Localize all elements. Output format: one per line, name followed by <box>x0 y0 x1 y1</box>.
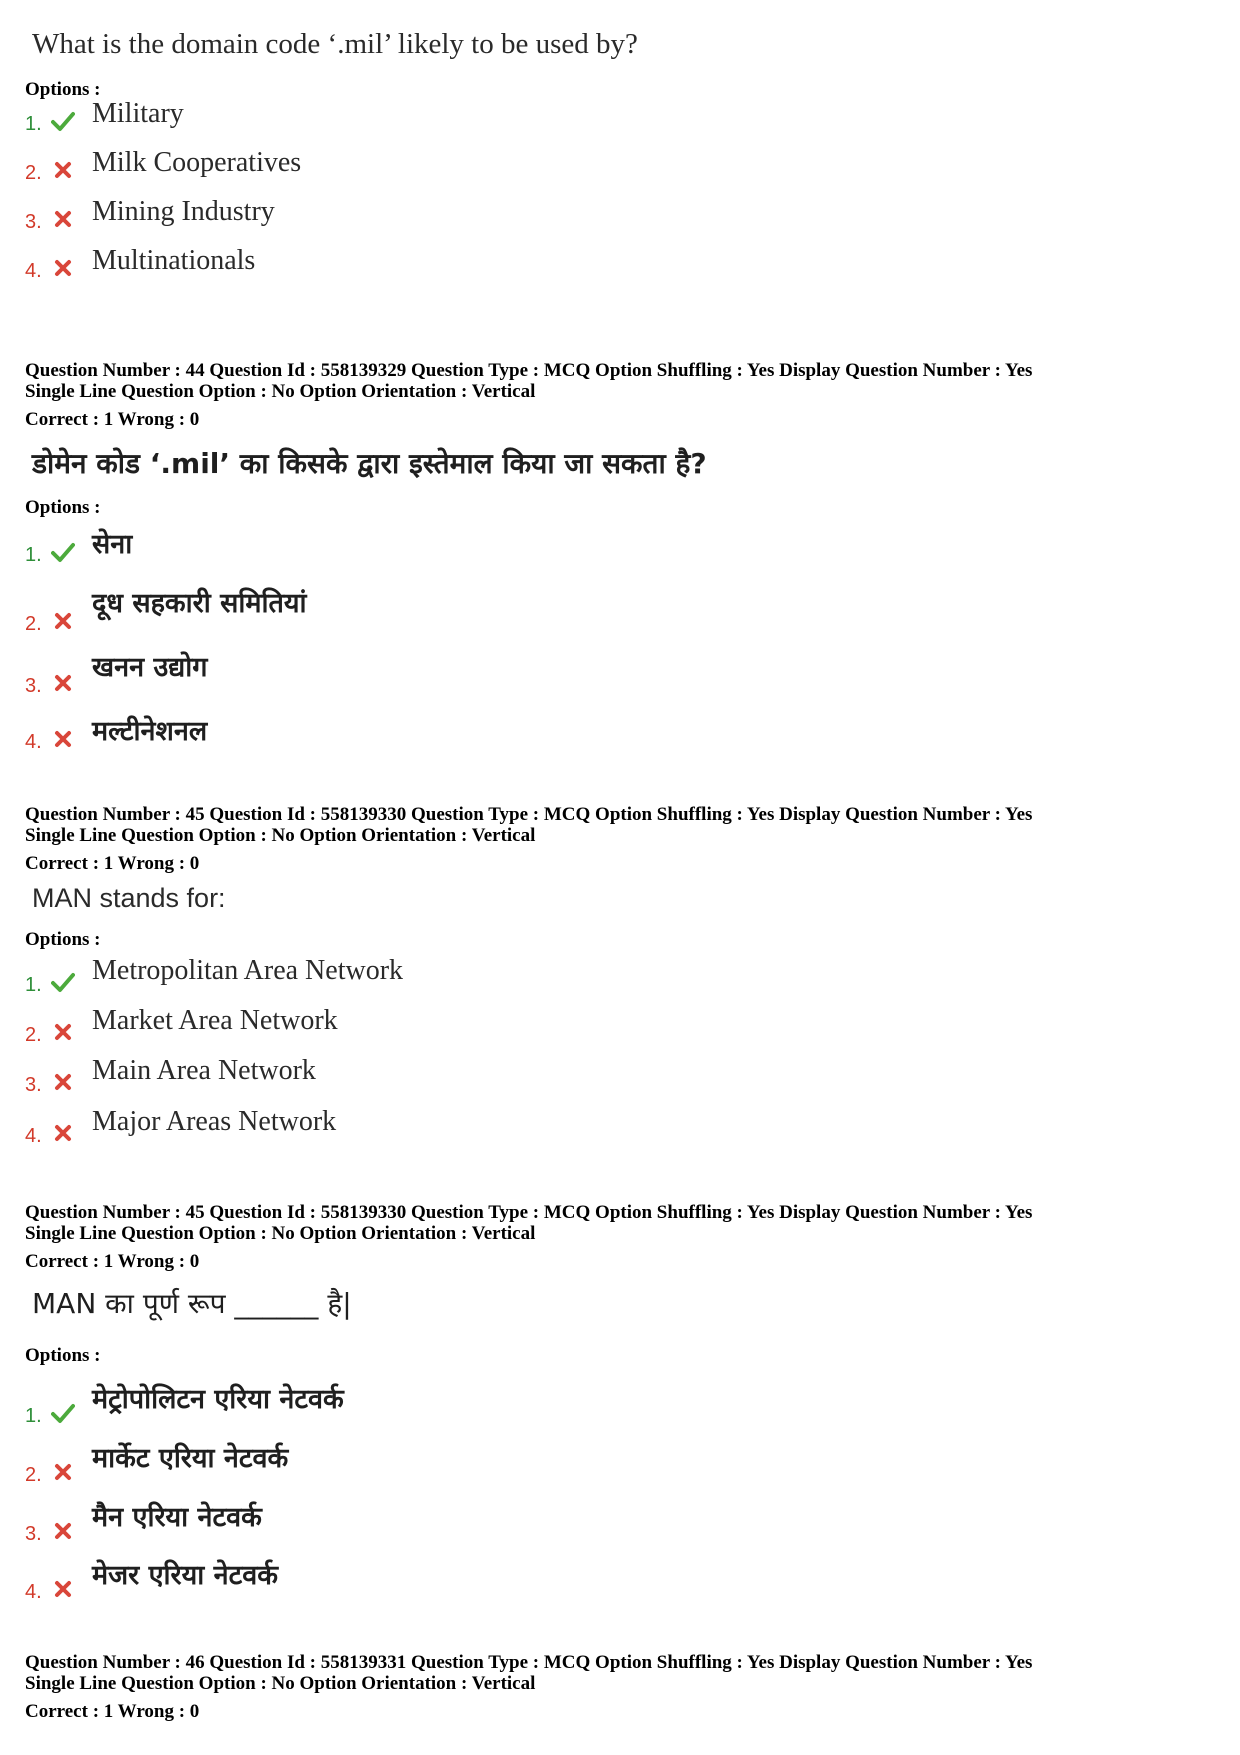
option-number: 1. <box>25 1405 42 1427</box>
question-meta-line: Single Line Question Option : No Option Orientation : Vertical <box>25 1673 536 1694</box>
option-row <box>25 1055 925 1099</box>
option-text: मल्टीनेशनल <box>92 716 208 747</box>
option-number: 3. <box>25 1074 42 1096</box>
option-number: 4. <box>25 260 42 282</box>
correct-check-icon <box>51 541 75 563</box>
option-number: 3. <box>25 1523 42 1545</box>
option-text: Metropolitan Area Network <box>92 955 404 986</box>
option-number: 4. <box>25 731 42 753</box>
question-text: MAN stands for: <box>32 883 226 913</box>
options-label: Options : <box>25 79 101 100</box>
option-text: खनन उद्योग <box>92 652 208 683</box>
option-row <box>25 143 925 187</box>
score-line: Correct : 1 Wrong : 0 <box>25 409 200 430</box>
score-line: Correct : 1 Wrong : 0 <box>25 853 200 874</box>
option-row <box>25 955 925 999</box>
wrong-cross-icon <box>51 257 75 279</box>
question-text: MAN का पूर्ण रूप ______ है| <box>32 1287 352 1320</box>
option-text: Main Area Network <box>92 1055 316 1086</box>
wrong-cross-icon <box>51 1461 75 1483</box>
option-row <box>25 1562 925 1606</box>
option-row <box>25 1005 925 1049</box>
option-text: मेजर एरिया नेटवर्क <box>92 1560 278 1591</box>
options-label: Options : <box>25 1345 101 1366</box>
option-row <box>25 1504 925 1548</box>
wrong-cross-icon <box>51 208 75 230</box>
options-label: Options : <box>25 497 101 518</box>
wrong-cross-icon <box>51 159 75 181</box>
option-row <box>25 588 925 638</box>
option-number: 2. <box>25 162 42 184</box>
option-text: मार्केट एरिया नेटवर्क <box>92 1443 289 1474</box>
option-text: Major Areas Network <box>92 1106 337 1137</box>
option-text: सेना <box>92 529 133 560</box>
wrong-cross-icon <box>51 1071 75 1093</box>
question-meta-line: Question Number : 45 Question Id : 558139330 Question Type : MCQ Option Shuffling : Yes Display Question Number : Yes <box>25 804 1033 825</box>
option-text: मेट्रोपोलिटन एरिया नेटवर्क <box>92 1384 344 1415</box>
option-number: 1. <box>25 974 42 996</box>
option-row <box>25 241 925 285</box>
option-row <box>25 1386 925 1430</box>
correct-check-icon <box>51 971 75 993</box>
question-meta-line: Single Line Question Option : No Option Orientation : Vertical <box>25 825 536 846</box>
question-meta-line: Question Number : 44 Question Id : 558139329 Question Type : MCQ Option Shuffling : Yes Display Question Number : Yes <box>25 360 1033 381</box>
option-text: Milk Cooperatives <box>92 147 302 178</box>
option-row <box>25 1445 925 1489</box>
option-text: दूध सहकारी समितियां <box>92 588 307 619</box>
option-number: 3. <box>25 675 42 697</box>
option-row <box>25 712 925 756</box>
wrong-cross-icon <box>51 1520 75 1542</box>
question-meta-line: Single Line Question Option : No Option Orientation : Vertical <box>25 1223 536 1244</box>
wrong-cross-icon <box>51 728 75 750</box>
question-meta-line: Single Line Question Option : No Option Orientation : Vertical <box>25 381 536 402</box>
option-number: 2. <box>25 1464 42 1486</box>
option-number: 1. <box>25 544 42 566</box>
option-number: 3. <box>25 211 42 233</box>
option-row <box>25 94 925 138</box>
question-meta-line: Question Number : 45 Question Id : 558139330 Question Type : MCQ Option Shuffling : Yes Display Question Number : Yes <box>25 1202 1033 1223</box>
option-row <box>25 192 925 236</box>
question-meta-line: Question Number : 46 Question Id : 558139331 Question Type : MCQ Option Shuffling : Yes Display Question Number : Yes <box>25 1652 1033 1673</box>
score-line: Correct : 1 Wrong : 0 <box>25 1251 200 1272</box>
correct-check-icon <box>51 1402 75 1424</box>
option-text: Military <box>92 98 184 129</box>
score-line: Correct : 1 Wrong : 0 <box>25 1701 200 1722</box>
option-text: मैन एरिया नेटवर्क <box>92 1502 262 1533</box>
options-label: Options : <box>25 929 101 950</box>
question-text: डोमेन कोड ‘.mil’ का किसके द्वारा इस्तेमाल किया जा सकता है? <box>32 447 707 480</box>
option-number: 1. <box>25 113 42 135</box>
option-row <box>25 652 925 700</box>
wrong-cross-icon <box>51 672 75 694</box>
option-text: Multinationals <box>92 245 256 276</box>
option-number: 4. <box>25 1581 42 1603</box>
option-number: 2. <box>25 613 42 635</box>
wrong-cross-icon <box>51 1122 75 1144</box>
wrong-cross-icon <box>51 610 75 632</box>
question-text: What is the domain code ‘.mil’ likely to be used by? <box>32 28 638 60</box>
option-text: Market Area Network <box>92 1005 338 1036</box>
option-row <box>25 1106 925 1150</box>
wrong-cross-icon <box>51 1578 75 1600</box>
option-text: Mining Industry <box>92 196 275 227</box>
correct-check-icon <box>51 110 75 132</box>
option-number: 2. <box>25 1024 42 1046</box>
wrong-cross-icon <box>51 1021 75 1043</box>
option-number: 4. <box>25 1125 42 1147</box>
option-row <box>25 525 925 569</box>
